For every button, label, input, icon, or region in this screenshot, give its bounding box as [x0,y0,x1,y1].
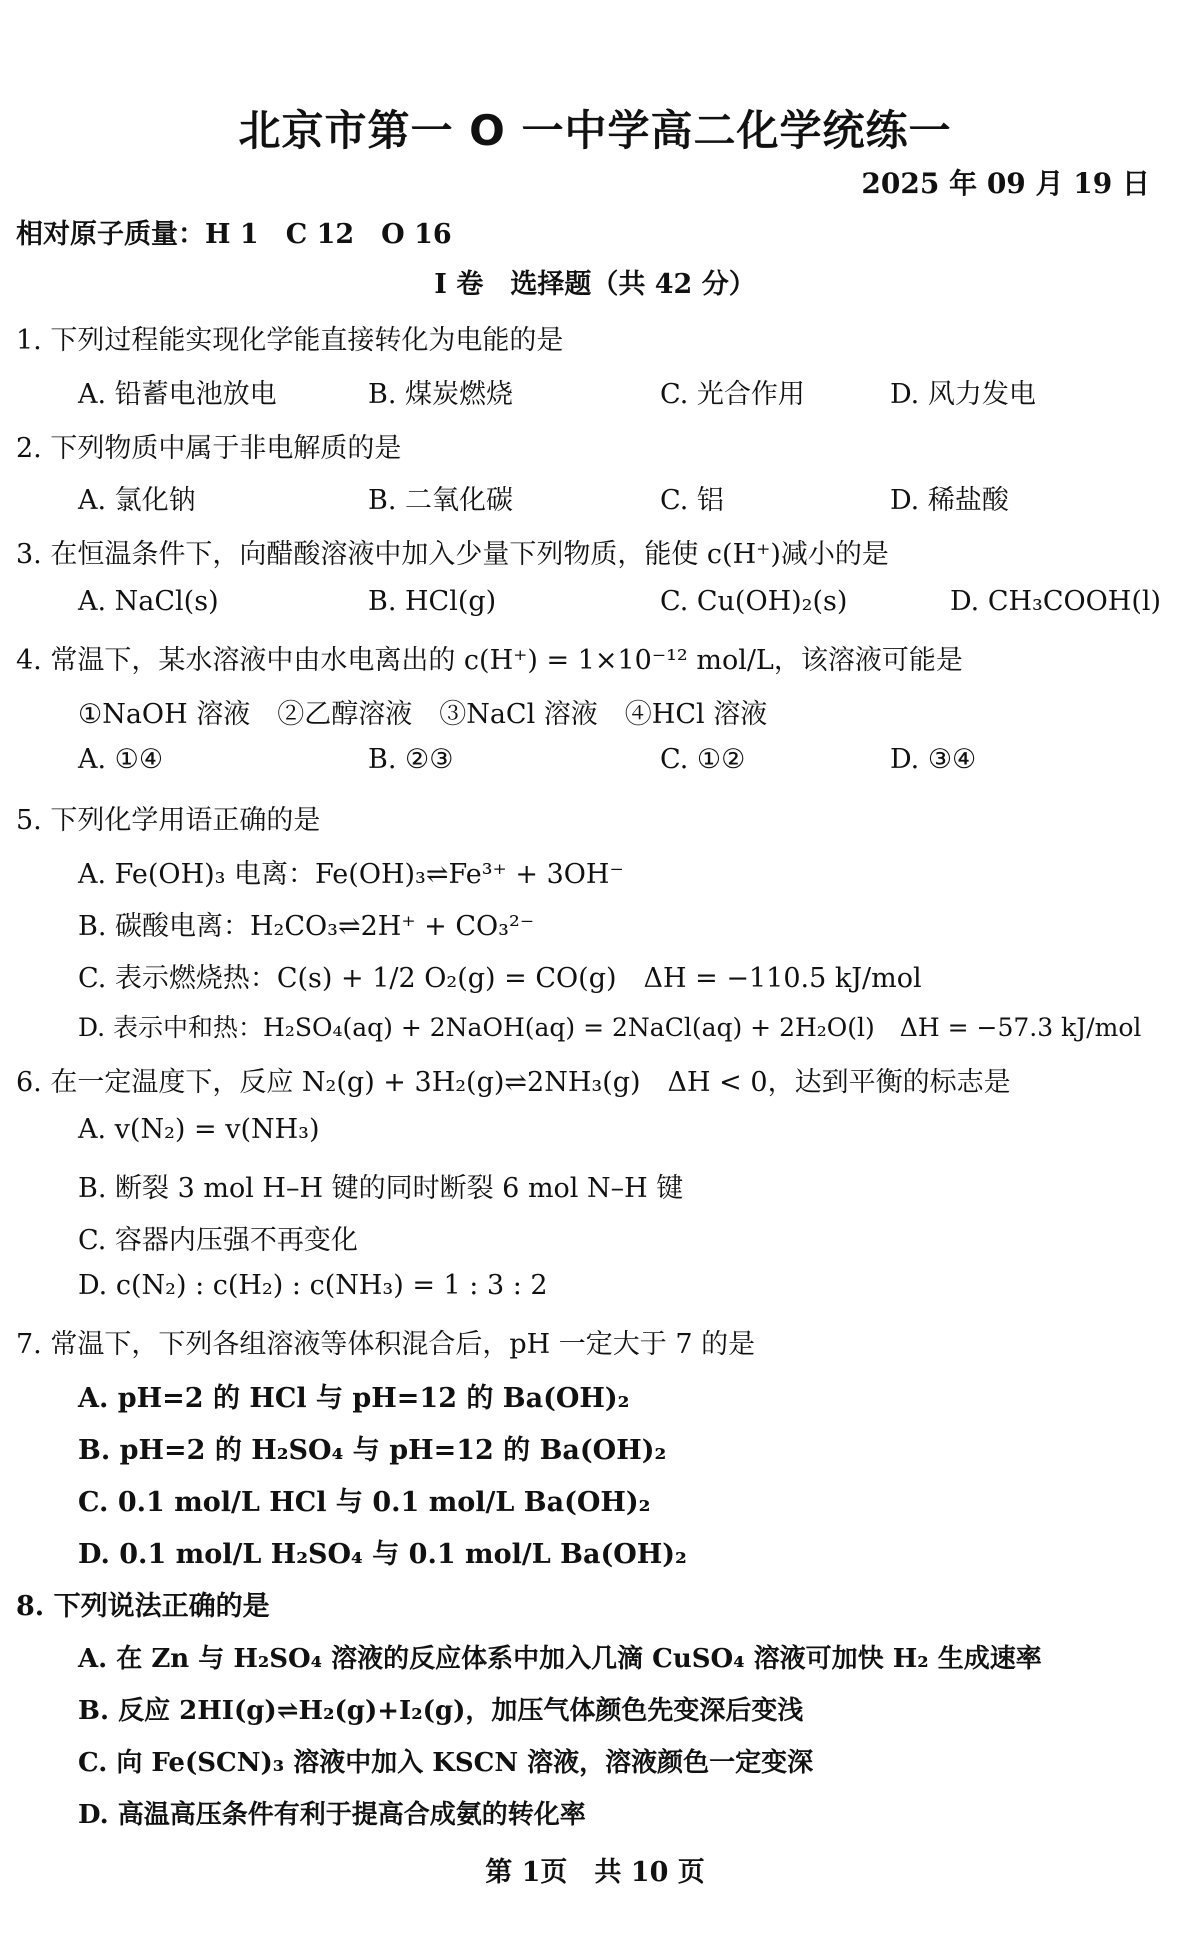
question-8-option-b: B. 反应 2HI(g)⇌H₂(g)+I₂(g)，加压气体颜色先变深后变浅 [78,1696,804,1726]
question-5-option-c: C. 表示燃烧热：C(s) + 1/2 O₂(g) = CO(g) ΔH = −110.5 kJ/mol [78,963,922,994]
question-7-option-c: C. 0.1 mol/L HCl 与 0.1 mol/L Ba(OH)₂ [78,1487,651,1518]
question-6-stem: 6. 在一定温度下，反应 N₂(g) + 3H₂(g)⇌2NH₃(g) ΔH < 0，达到平衡的标志是 [16,1067,1011,1098]
question-5-stem: 5. 下列化学用语正确的是 [16,805,321,836]
question-3-stem: 3. 在恒温条件下，向醋酸溶液中加入少量下列物质，能使 c(H⁺)减小的是 [16,539,889,570]
page-title: 北京市第一 O 一中学高二化学统练一 [238,106,952,155]
question-6-option-b: B. 断裂 3 mol H–H 键的同时断裂 6 mol N–H 键 [78,1173,684,1204]
question-4-option-a: A. ①④ [78,744,164,775]
question-2-option-b: B. 二氧化碳 [368,485,514,516]
question-1-option-a: A. 铅蓄电池放电 [78,379,277,410]
question-5-option-b: B. 碳酸电离：H₂CO₃⇌2H⁺ + CO₃²⁻ [78,911,535,942]
question-1-option-c: C. 光合作用 [660,379,805,410]
question-7-option-b: B. pH=2 的 H₂SO₄ 与 pH=12 的 Ba(OH)₂ [78,1435,667,1466]
question-2-stem: 2. 下列物质中属于非电解质的是 [16,433,402,464]
question-6-option-d: D. c(N₂) : c(H₂) : c(NH₃) = 1 : 3 : 2 [78,1270,548,1301]
question-4-option-b: B. ②③ [368,744,454,775]
question-6-option-a: A. v(N₂) = v(NH₃) [78,1114,320,1145]
section-heading: I 卷 选择题（共 42 分） [434,269,756,300]
question-3-option-b: B. HCl(g) [368,586,497,617]
question-7-option-d: D. 0.1 mol/L H₂SO₄ 与 0.1 mol/L Ba(OH)₂ [78,1539,687,1570]
question-2-option-d: D. 稀盐酸 [890,485,1009,516]
exam-date: 2025 年 09 月 19 日 [861,167,1150,200]
question-1-stem: 1. 下列过程能实现化学能直接转化为电能的是 [16,325,564,356]
question-8-option-d: D. 高温高压条件有利于提高合成氨的转化率 [78,1800,586,1830]
question-4-option-d: D. ③④ [890,744,977,775]
question-1-option-b: B. 煤炭燃烧 [368,379,514,410]
question-4-option-c: C. ①② [660,744,746,775]
question-5-option-a: A. Fe(OH)₃ 电离：Fe(OH)₃⇌Fe³⁺ + 3OH⁻ [78,859,624,890]
atomic-masses: 相对原子质量：H 1 C 12 O 16 [16,219,452,250]
question-7-stem: 7. 常温下，下列各组溶液等体积混合后，pH 一定大于 7 的是 [16,1329,756,1360]
question-3-option-c: C. Cu(OH)₂(s) [660,586,848,617]
question-1-option-d: D. 风力发电 [890,379,1036,410]
question-4-stem: 4. 常温下，某水溶液中由水电离出的 c(H⁺) = 1×10⁻¹² mol/L，该溶液可能是 [16,645,963,676]
page-footer: 第 1页 共 10 页 [485,1857,705,1888]
question-2-option-a: A. 氯化钠 [78,485,196,516]
question-4-items: ①NaOH 溶液 ②乙醇溶液 ③NaCl 溶液 ④HCl 溶液 [78,699,768,730]
question-3-option-a: A. NaCl(s) [78,586,219,617]
question-6-option-c: C. 容器内压强不再变化 [78,1225,358,1256]
question-8-option-c: C. 向 Fe(SCN)₃ 溶液中加入 KSCN 溶液，溶液颜色一定变深 [78,1748,814,1778]
question-5-option-d: D. 表示中和热：H₂SO₄(aq) + 2NaOH(aq) = 2NaCl(aq) + 2H₂O(l) ΔH = −57.3 kJ/mol [78,1013,1142,1042]
question-2-option-c: C. 铝 [660,485,724,516]
question-7-option-a: A. pH=2 的 HCl 与 pH=12 的 Ba(OH)₂ [78,1383,630,1414]
question-3-option-d: D. CH₃COOH(l) [950,586,1162,617]
question-8-option-a: A. 在 Zn 与 H₂SO₄ 溶液的反应体系中加入几滴 CuSO₄ 溶液可加快 H₂ 生成速率 [78,1644,1042,1674]
question-8-stem: 8. 下列说法正确的是 [16,1591,270,1622]
